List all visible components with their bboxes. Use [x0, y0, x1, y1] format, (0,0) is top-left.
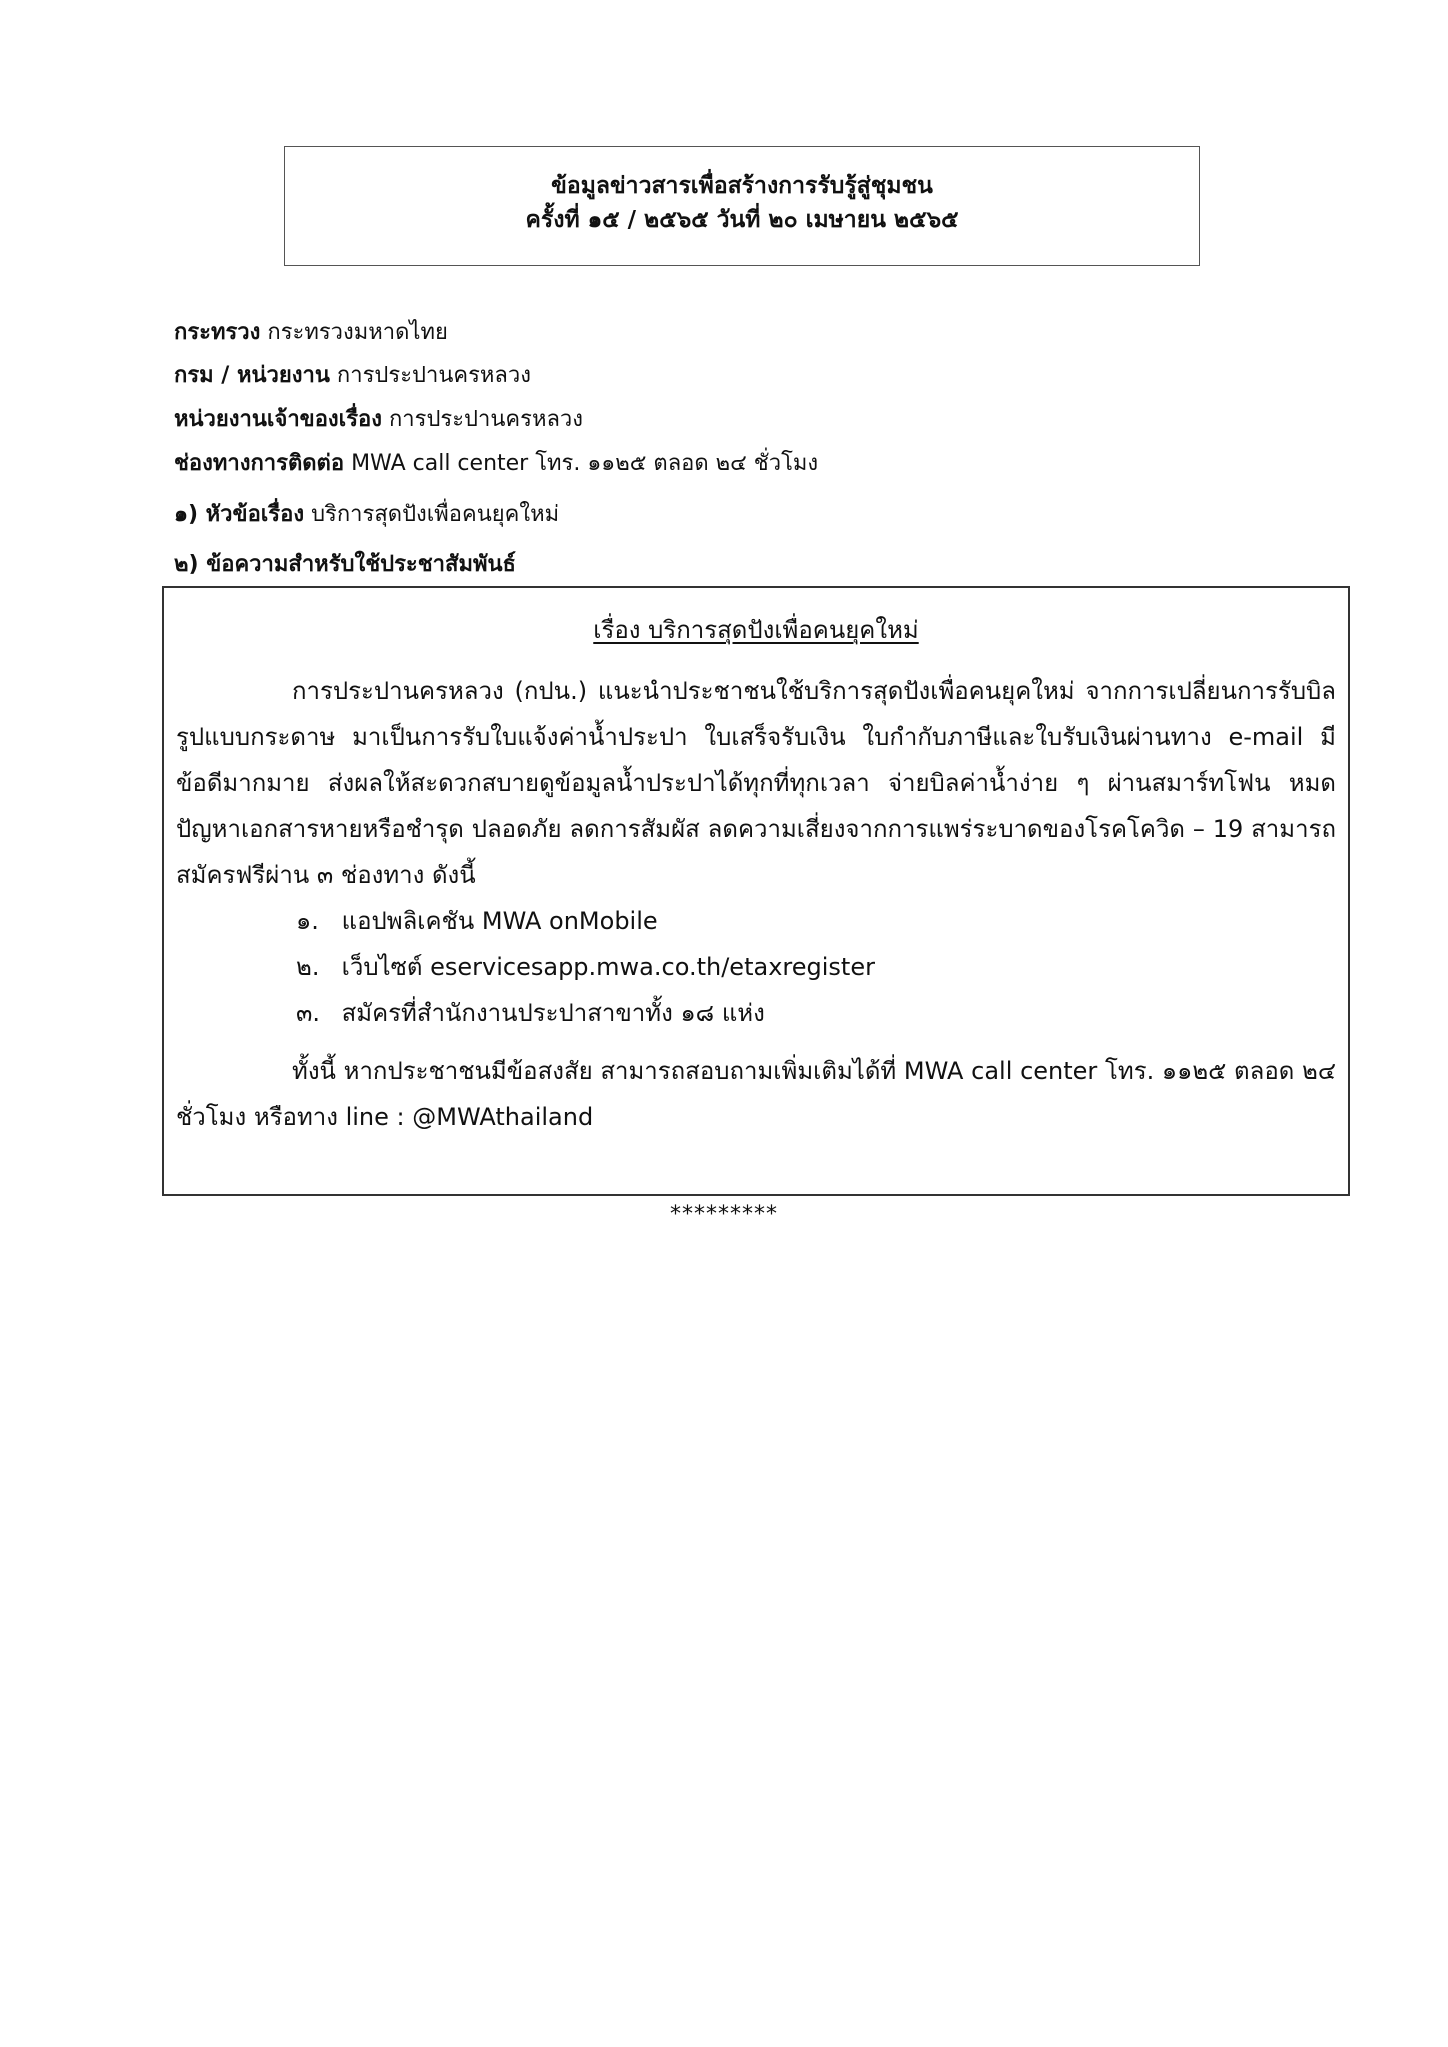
meta-contact [174, 449, 818, 479]
channel-number: ๓. [296, 999, 321, 1027]
channel-item-branch [176, 990, 1336, 1036]
topic-value: บริการสุดปังเพื่อคนยุคใหม่ [311, 502, 560, 527]
channel-text: สมัครที่สำนักงานประปาสาขาทั้ง ๑๘ แห่ง [341, 999, 765, 1027]
message-paragraph: การประปานครหลวง (กปน.) แนะนำประชาชนใช้บริการสุดปังเพื่อคนยุคใหม่ จากการเปลี่ยนการรับบิลรูปแบบกระดาษ มาเป็นการรับใบแจ้งค่าน้ำประปา ใบเสร็จรับเงิน ใบกำกับภาษีและใบรับเงินผ่านทาง e-mail มีข้อดีมากมาย ส่งผลให้สะดวกสบายดูข้อมูลน้ำประปาได้ทุกที่ทุกเวลา จ่ายบิลค่าน้ำง่าย ๆ ผ่านสมาร์ทโฟน หมดปัญหาเอกสารหายหรือชำรุด ปลอดภัย ลดการสัมผัส ลดความเสี่ยงจากการแพร่ระบาดของโรคโควิด – 19 สามารถสมัครฟรีผ่าน ๓ ช่องทาง ดังนี้ [176, 677, 1336, 889]
message-closing: ทั้งนี้ หากประชาชนมีข้อสงสัย สามารถสอบถามเพิ่มเติมได้ที่ MWA call center โทร. ๑๑๒๕ ตลอด ๒๔ ชั่วโมง หรือทาง line : @MWAthailand [176, 1057, 1336, 1131]
meta-pr-heading [174, 550, 516, 580]
message-body [176, 668, 1336, 1140]
channel-number: ๒. [296, 953, 320, 981]
pr-message-box [162, 586, 1350, 1196]
message-title-text: เรื่อง บริการสุดปังเพื่อคนยุคใหม่ [593, 616, 919, 644]
owner-label: หน่วยงานเจ้าของเรื่อง [174, 407, 382, 432]
meta-ministry [174, 318, 448, 348]
channel-number: ๑. [296, 907, 319, 935]
meta-owner [174, 405, 583, 435]
channel-text: แอปพลิเคชัน MWA onMobile [341, 907, 658, 935]
header-title: ข้อมูลข่าวสารเพื่อสร้างการรับรู้สู่ชุมชน [551, 173, 933, 199]
header-issue-date: ครั้งที่ ๑๕ / ๒๕๖๕ วันที่ ๒๐ เมษายน ๒๕๖๕ [525, 207, 959, 233]
meta-topic [174, 500, 559, 530]
channel-text: เว็บไซต์ eservicesapp.mwa.co.th/etaxregister [341, 953, 875, 981]
department-value: การประปานครหลวง [336, 363, 531, 388]
ministry-label: กระทรวง [174, 320, 261, 345]
channel-item-app [176, 898, 1336, 944]
contact-value: MWA call center โทร. ๑๑๒๕ ตลอด ๒๔ ชั่วโมง [351, 451, 819, 476]
department-label: กรม / หน่วยงาน [174, 363, 330, 388]
message-title [164, 614, 1348, 646]
end-separator: ********* [670, 1202, 778, 1227]
channel-list [176, 898, 1336, 1036]
topic-label: ๑) หัวข้อเรื่อง [174, 502, 305, 527]
meta-department [174, 361, 531, 391]
owner-value: การประปานครหลวง [388, 407, 584, 432]
ministry-value: กระทรวงมหาดไทย [267, 320, 448, 345]
pr-label: ๒) ข้อความสำหรับใช้ประชาสัมพันธ์ [174, 552, 516, 577]
channel-item-website [176, 944, 1336, 990]
document-header-box [284, 146, 1200, 266]
contact-label: ช่องทางการติดต่อ [174, 451, 345, 476]
